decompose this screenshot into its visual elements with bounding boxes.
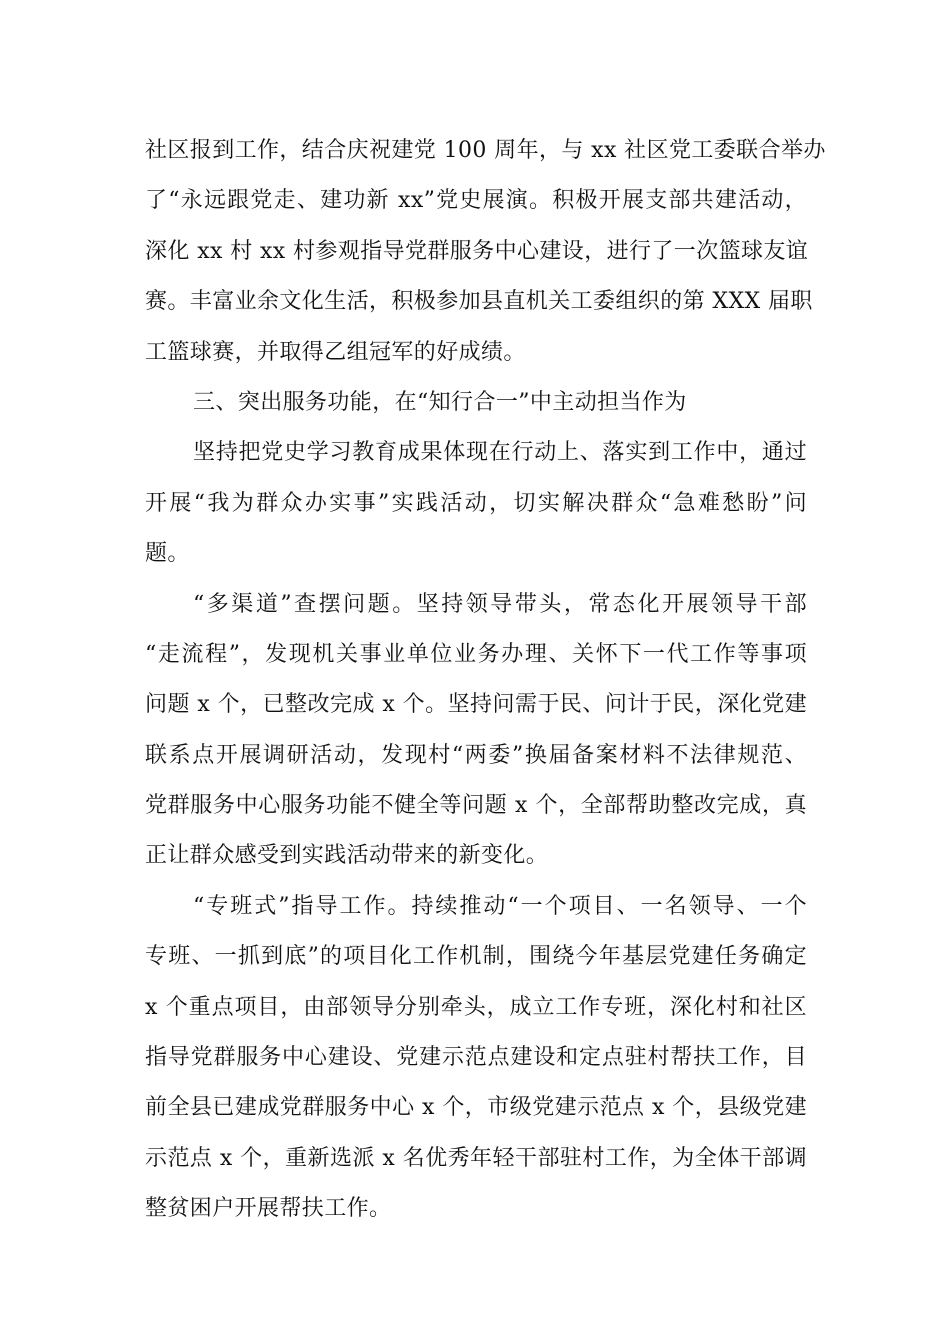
text-line: 坚持把党史学习教育成果体现在行动上、落实到工作中，通过 bbox=[193, 440, 807, 466]
text-line: x 个重点项目，由部领导分别牵头，成立工作专班，深化村和社区 bbox=[145, 994, 807, 1020]
document-body bbox=[145, 126, 826, 1235]
text-line: 深化 xx 村 xx 村参观指导党群服务中心建设，进行了一次篮球友谊 bbox=[145, 238, 809, 264]
text-line: 社区报到工作，结合庆祝建党 100 周年，与 xx 社区党工委联合举办 bbox=[145, 138, 826, 163]
paragraph-community-activities bbox=[145, 126, 826, 378]
paragraph-practice-intro bbox=[145, 428, 807, 579]
text-line: 开展“我为群众办实事”实践活动，切实解决群众“急难愁盼”问 bbox=[145, 490, 807, 516]
text-line: “多渠道”查摆问题。坚持领导带头，常态化开展领导干部 bbox=[193, 591, 807, 617]
paragraph-special-team bbox=[145, 882, 807, 1235]
text-line: “走流程”，发现机关事业单位业务办理、关怀下一代工作等事项 bbox=[145, 641, 807, 667]
text-line: 工篮球赛，并取得乙组冠军的好成绩。 bbox=[145, 339, 526, 365]
text-line: 了“永远跟党走、建功新 xx”党史展演。积极开展支部共建活动， bbox=[145, 188, 807, 214]
section-heading-text: 三、突出服务功能，在“知行合一”中主动担当作为 bbox=[193, 389, 687, 415]
text-line: 示范点 x 个，重新选派 x 名优秀年轻干部驻村工作，为全体干部调 bbox=[145, 1145, 807, 1171]
text-line: 专班、一抓到底”的项目化工作机制，围绕今年基层党建任务确定 bbox=[145, 944, 807, 970]
paragraph-multi-channel bbox=[145, 580, 807, 882]
text-line: 党群服务中心服务功能不健全等问题 x 个，全部帮助整改完成，真 bbox=[145, 793, 807, 819]
text-line: 正让群众感受到实践活动带来的新变化。 bbox=[145, 843, 549, 869]
text-line: 联系点开展调研活动，发现村“两委”换届备案材料不法律规范、 bbox=[145, 742, 807, 768]
text-line: 前全县已建成党群服务中心 x 个，市级党建示范点 x 个，县级党建 bbox=[145, 1095, 807, 1121]
text-line: 整贫困户开展帮扶工作。 bbox=[145, 1196, 392, 1222]
text-line: 问题 x 个，已整改完成 x 个。坚持问需于民、问计于民，深化党建 bbox=[145, 692, 807, 718]
text-line: “专班式”指导工作。持续推动“一个项目、一名领导、一个 bbox=[193, 893, 807, 919]
text-line: 指导党群服务中心建设、党建示范点建设和定点驻村帮扶工作，目 bbox=[145, 1045, 807, 1071]
text-line: 赛。丰富业余文化生活，积极参加县直机关工委组织的第 XXX 届职 bbox=[145, 289, 813, 315]
text-line: 题。 bbox=[145, 541, 190, 567]
section-heading-three bbox=[145, 378, 807, 428]
